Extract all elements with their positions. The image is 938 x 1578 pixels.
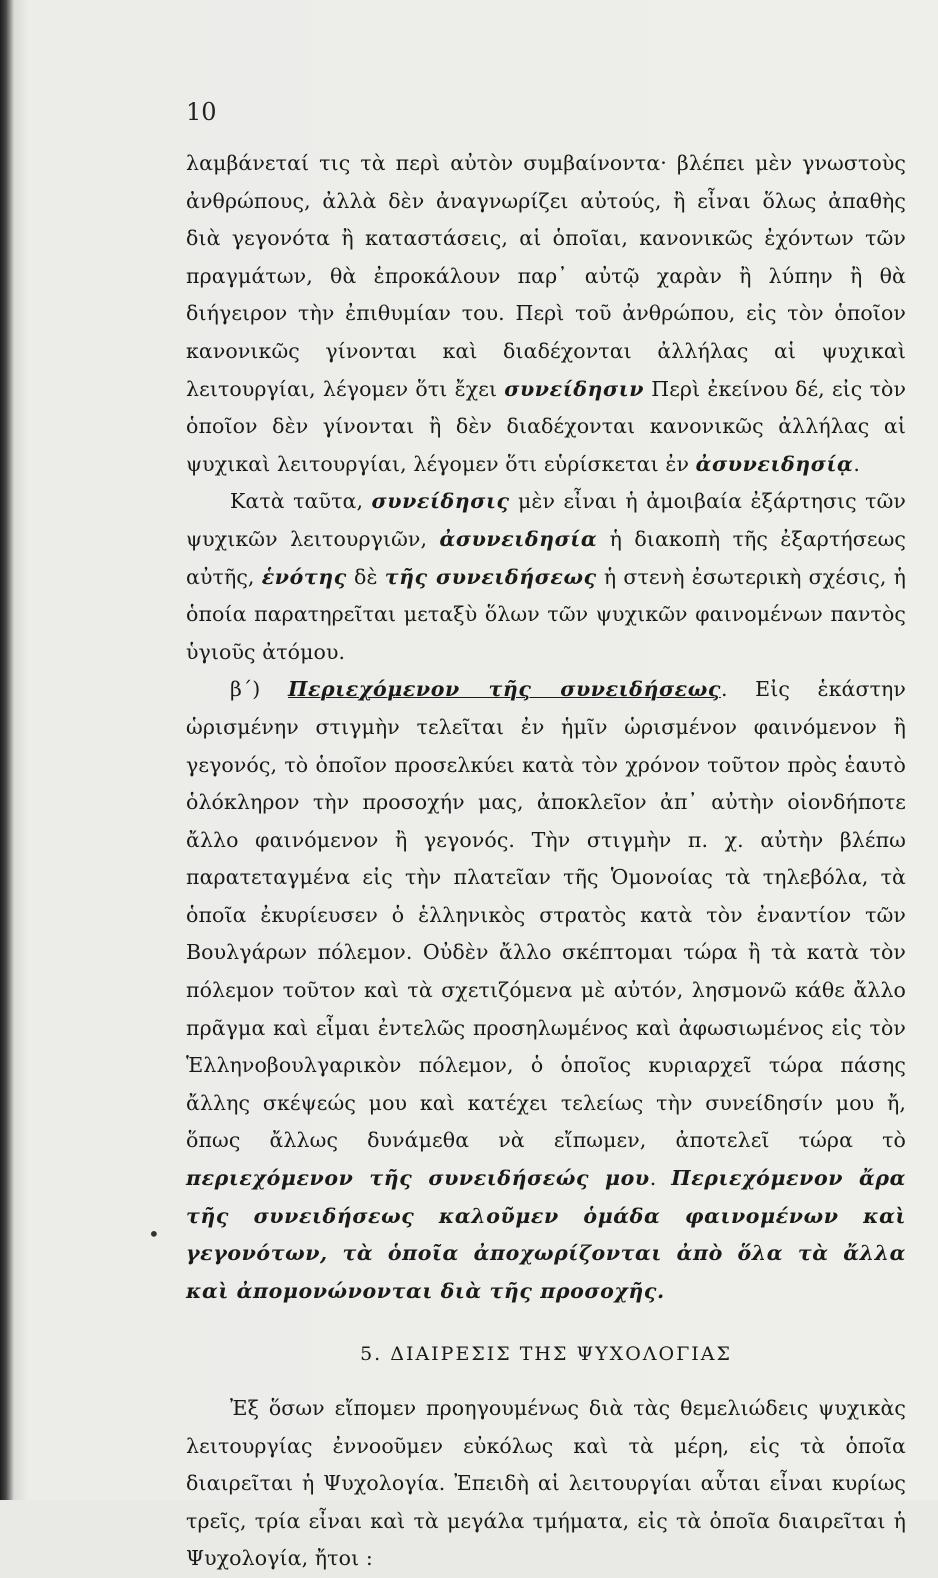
text-run: . [853,451,860,476]
text-run: . Εἰς ἑκάστην ὡρισμένην στιγμὴν τελεῖται ἐν ἡμῖν ὡρισμένον φαινόμενον ἢ γεγονός, τὸ ὁποῖον προσελκύει κατὰ τὸν χρόνον τοῦτον πρὸς ἑαυτὸ ὁλόκληρον τὴν προσοχήν μας, ἀποκλεῖον ἀπ᾽ αὐτὴν οἱονδήποτε ἄλλο φαινόμενον ἢ γεγονός. Τὴν στιγμὴν π. χ. αὐτὴν βλέπω παρατεταγμένα εἰς τὴν πλατεῖαν τῆς Ὁμονοίας τὰ τηλεβόλα, τὰ ὁποῖα ἐκυρίευσεν ὁ ἑλληνικὸς στρατὸς κατὰ τὸν ἐναντίον τῶν Βουλγάρων πόλεμον. Οὐδὲν ἄλλο σκέπτομαι τώρα ἢ τὰ κατὰ τὸν πόλεμον τοῦτον καὶ τὰ σχετιζόμενα μὲ αὐτόν, λησμονῶ κάθε ἄλλο πρᾶγμα καὶ εἶμαι ἐντελῶς προσηλωμένος καὶ ἀφωσιωμένος εἰς τὸν Ἑλληνοβουλγαρικὸν πόλεμον, ὁ ὁποῖος κυριαρχεῖ τώρα πάσης ἄλλης σκέψεώς μου καὶ κατέχει τελείως τὴν συνείδησίν μου ἤ, ὅπως ἄλλως δυνάμεθα νὰ εἴπωμεν, ἀποτελεῖ τώρα τὸ [186,677,906,1153]
paragraph-consciousness-definition [186,145,906,483]
paragraph-content-of-consciousness [186,671,906,1310]
text-run: μὲν εἶναι ἡ ἀμοιβαία ἐξάρτησις τῶν ψυχικῶν λειτουργιῶν, [186,489,906,551]
emphasis-term: τῆς συνειδήσεως [384,564,597,589]
text-run: ἡ διακοπὴ τῆς ἐξαρτήσεως αὐτῆς, [186,526,906,589]
emphasis-term: συνείδησιν [504,376,645,401]
emphasis-term: ἑνότης [261,564,347,589]
text-run: ἡ στενὴ ἐσωτερικὴ σχέσις, ἡ ὁποία παρατηρεῖται μεταξὺ ὅλων τῶν ψυχικῶν φαινομένων παντὸς ὑγιοῦς ἀτόμου. [186,564,906,664]
text-run: Περὶ ἐκείνου δέ, εἰς τὸν ὁποῖον δὲν γίνονται ἢ δὲν διαδέχονται κανονικῶς ἀλλήλας αἱ ψυχικαὶ λειτουργίαι, λέγομεν ὅτι εὑρίσκεται ἐν [186,376,907,476]
text-run: δὲ [346,564,385,589]
margin-mark: • [148,1222,160,1246]
emphasis-term: περιεχόμενον τῆς συνειδήσεώς μου [186,1166,650,1191]
emphasis-term: συνείδησις [371,489,510,514]
paragraph-summary [186,483,906,671]
subsection-title: Περιεχόμενον τῆς συνειδήσεως [288,677,721,702]
text-run: β΄) [230,677,289,702]
text-run: λαμβάνεταί τις τὰ περὶ αὐτὸν συμβαίνοντα· βλέπει μὲν γνωστοὺς ἀνθρώπους, ἀλλὰ δὲν ἀναγνωρίζει αὐτούς, ἢ εἶναι ὅλως ἀπαθὴς διὰ γεγονότα ἢ καταστάσεις, αἱ ὁποῖαι, κανονικῶς ἐχόντων τῶν πραγμάτων, θὰ ἐπροκάλουν παρ᾽ αὐτῷ χαρὰν ἢ λύπην ἢ θὰ διήγειρον τὴν ἐπιθυμίαν του. Περὶ τοῦ ἀνθρώπου, εἰς τὸν ὁποῖον κανονικῶς γίνονται καὶ διαδέχονται ἀλλήλας αἱ ψυχικαὶ λειτουργίαι, λέγομεν ὅτι ἔχει [186,151,906,401]
text-run: Ἐξ ὅσων εἴπομεν προηγουμένως διὰ τὰς θεμελιώδεις ψυχικὰς λειτουργίας ἐννοοῦμεν εὐκόλως καὶ τὰ μέρη, εἰς τὰ ὁποῖα διαιρεῖται ἡ Ψυχολογία. Ἐπειδὴ αἱ λειτουργίαι αὗται εἶναι κυρίως τρεῖς, τρία εἶναι καὶ τὰ μεγάλα τμήματα, εἰς τὰ ὁποῖα διαιρεῖται ἡ Ψυχολογία, ἤτοι : [186,1396,906,1571]
section-heading: 5. ΔΙΑΙΡΕΣΙΣ ΤΗΣ ΨΥΧΟΛΟΓΙΑΣ [360,1343,732,1366]
emphasis-definition: Περιεχόμενον ἄρα τῆς συνειδήσεως καλοῦμεν ὁμάδα φαινομένων καὶ γεγονότων, τὰ ὁποῖα ἀποχωρίζονται ἀπὸ ὅλα τὰ ἄλλα καὶ ἀπομονώνονται διὰ τῆς προσοχῆς. [186,1166,907,1303]
text-run: . [649,1166,672,1191]
body-text [186,145,906,1578]
emphasis-term: ἀσυνειδησία [439,526,598,551]
emphasis-term: ἀσυνειδησίᾳ [695,451,854,476]
text-run: Κατὰ ταῦτα, [230,489,372,514]
page-number: 10 [186,98,217,126]
paragraph-divisions [186,1390,906,1578]
